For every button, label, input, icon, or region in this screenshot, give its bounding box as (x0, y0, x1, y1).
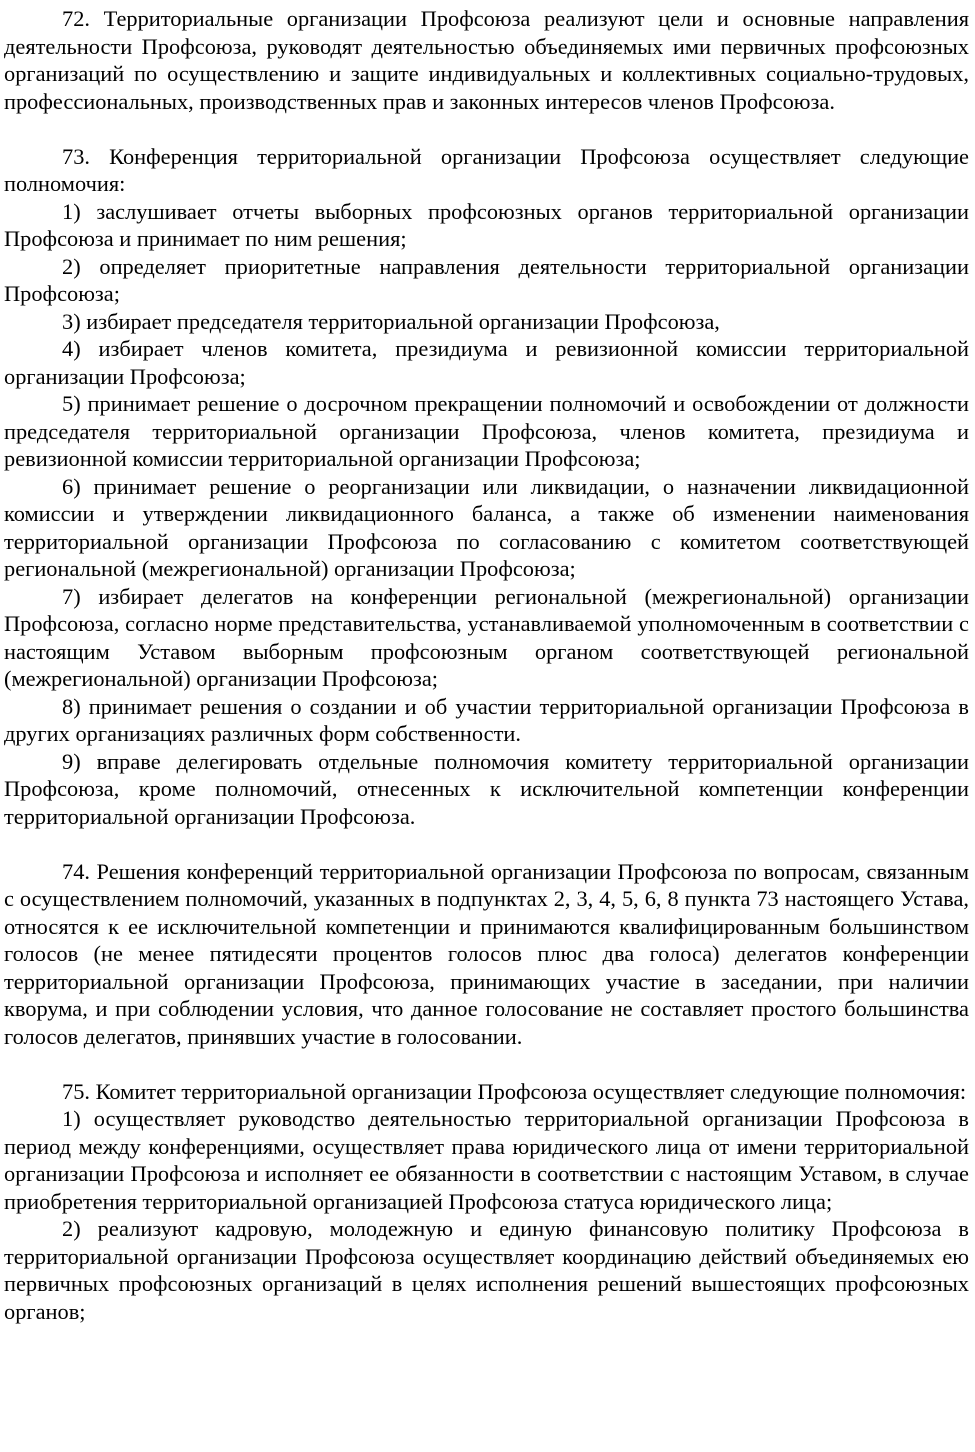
list-item: 1) осуществляет руководство деятельностью территориальной организации Профсоюза в период между конференциями, осуществляет права юридического лица от имени территориальной организации Профсоюза и исполняет ее обязанности в соответствии с настоящим Уставом, в случае приобретения территориальной организацией Профсоюза статуса юридического лица; (4, 1106, 969, 1214)
list-item: 5) принимает решение о досрочном прекращении полномочий и освобождении от должности председателя территориальной организации Профсоюза, членов комитета, президиума и ревизионной комиссии территориальной организации Профсоюза; (4, 391, 969, 471)
list-item: 9) вправе делегировать отдельные полномочия комитету территориальной организации Профсоюза, кроме полномочий, отнесенных к исключительной компетенции конференции территориальной организации Профсоюза. (4, 748, 969, 829)
list-item: 2) реализуют кадровую, молодежную и единую финансовую политику Профсоюза в территориальной организации Профсоюза осуществляет координацию действий объединяемых ею первичных профсоюзных организаций в целях исполнения решений вышестоящих профсоюзных органов; (4, 1216, 969, 1324)
paragraph-75: 75. Комитет территориальной организации Профсоюза осуществляет следующие полномочия: (62, 1078, 967, 1104)
paragraph-73: 73. Конференция территориальной организации Профсоюза осуществляет следующие полномочия: (4, 143, 969, 196)
paragraph-gap (4, 1050, 969, 1078)
list-item: 7) избирает делегатов на конференции региональной (межрегиональной) организации Профсоюза, согласно норме представительства, устанавливаемой уполномоченным в соответствии с настоящим Уставом выборным профсоюзным органом соответствующей региональной (межрегиональной) организации Профсоюза; (4, 583, 969, 691)
paragraph-74: 74. Решения конференций территориальной организации Профсоюза по вопросам, связанным с осуществлением полномочий, указанных в подпунктах 2, 3, 4, 5, 6, 8 пункта 73 настоящего Устава, относятся к ее исключительной компетенции и принимаются квалифицированным большинством голосов (не менее пятидесяти процентов голосов плюс два голоса) делегатов конференции территориальной организации Профсоюза, принимающих участие в заседании, при наличии кворума, и при соблюдении условия, что данное голосование не составляет простого большинства голосов делегатов, принявших участие в голосовании. (4, 858, 969, 1049)
list-item: 2) определяет приоритетные направления деятельности территориальной организации Профсоюза; (4, 253, 969, 306)
list-item: 6) принимает решение о реорганизации или ликвидации, о назначении ликвидационной комиссии и утверждении ликвидационного баланса, а также об изменении наименования территориальной организации Профсоюза по согласованию с комитетом соответствующей региональной (межрегиональной) организации Профсоюза; (4, 473, 969, 581)
list-item: 1) заслушивает отчеты выборных профсоюзных органов территориальной организации Профсоюза и принимает по ним решения; (4, 198, 969, 251)
list-item: 3) избирает председателя территориальной организации Профсоюза, (62, 308, 720, 334)
paragraph-gap (4, 115, 969, 143)
paragraph-72: 72. Территориальные организации Профсоюза реализуют цели и основные направления деятельности Профсоюза, руководят деятельностью объединяемых ими первичных профсоюзных организаций по осуществлению и защите индивидуальных и коллективных социально-трудовых, профессиональных, производственных прав и законных интересов членов Профсоюза. (4, 6, 969, 114)
list-item: 4) избирает членов комитета, президиума и ревизионной комиссии территориальной организации Профсоюза; (4, 336, 969, 389)
list-item: 8) принимает решения о создании и об участии территориальной организации Профсоюза в других организациях различных форм собственности. (4, 693, 969, 746)
paragraph-gap (4, 830, 969, 858)
